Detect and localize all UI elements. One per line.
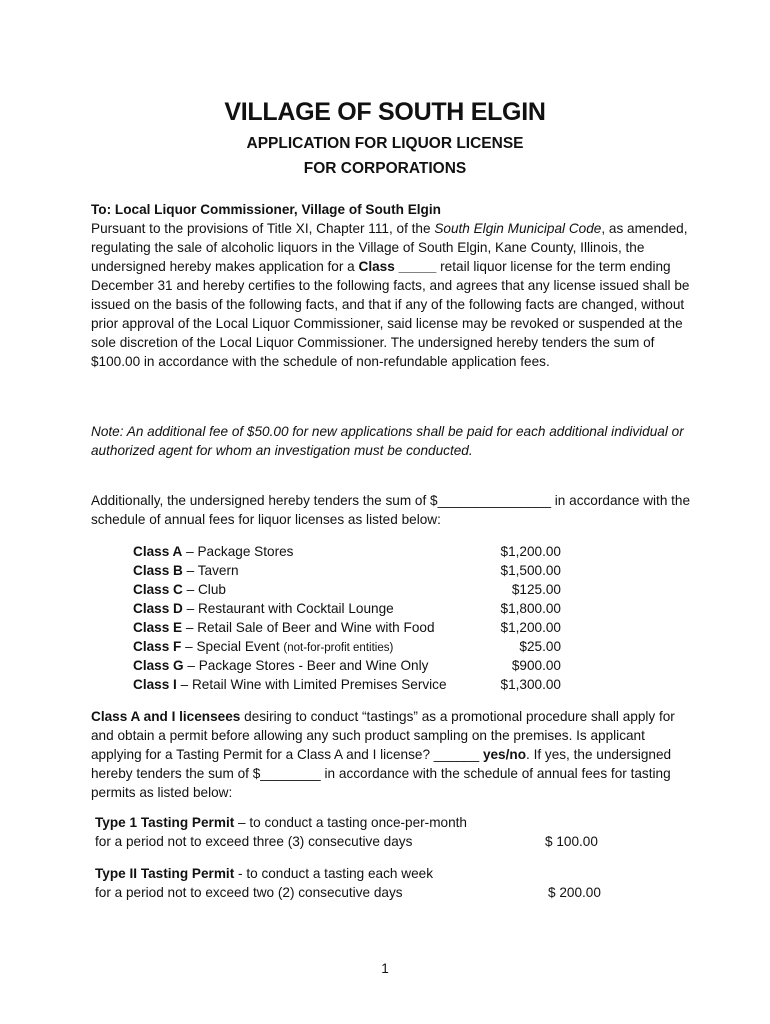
fee-amount: $1,200.00: [500, 620, 561, 635]
fee-class: Class F: [133, 639, 182, 654]
fee-amount: $25.00: [519, 639, 561, 654]
fee-description: – Package Stores: [182, 544, 294, 559]
fee-row: [133, 542, 573, 561]
fee-amount: $1,200.00: [500, 544, 561, 559]
document-subtitle: APPLICATION FOR LIQUOR LICENSE: [246, 135, 524, 152]
permit-line-2: for a period not to exceed two (2) consecutive days: [95, 885, 403, 900]
fee-amount: $1,300.00: [500, 677, 561, 692]
intro-text-1: Pursuant to the provisions of Title XI, Chapter 111, of the: [91, 221, 435, 236]
class-blank: Class _____: [358, 259, 437, 274]
permit-description: – to conduct a tasting once-per-month: [234, 815, 467, 830]
additional-fee-note: Note: An additional fee of $50.00 for new applications shall be paid for each additional individual or authorized agent for whom an investigation must be conducted.: [91, 424, 684, 458]
fee-row: [133, 599, 573, 618]
document-title: VILLAGE OF SOUTH ELGIN: [224, 98, 546, 126]
intro-text-2: , as amended, regulating the sale of alcoholic liquors in the Village of South Elgin, Kane County, Illinois, the undersigned hereby makes application for a: [91, 221, 688, 274]
fee-class: Class E: [133, 620, 183, 635]
fee-description: – Package Stores - Beer and Wine Only: [183, 658, 429, 673]
intro-paragraph: [91, 219, 691, 371]
permit-line-1: [95, 864, 615, 883]
fee-schedule: [133, 542, 573, 694]
document-subtitle-corporations: FOR CORPORATIONS: [303, 160, 467, 177]
fee-class: Class I: [133, 677, 177, 692]
municipal-code-name: South Elgin Municipal Code: [434, 221, 602, 236]
fee-class: Class A: [133, 544, 183, 559]
permit-amount: $ 200.00: [548, 885, 601, 900]
permit-description: - to conduct a tasting each week: [234, 866, 433, 881]
fee-note: (not-for-profit entities): [283, 642, 394, 654]
page-number: 1: [381, 961, 389, 976]
intro-text-3: retail liquor license for the term ending December 31 and hereby certifies to the following facts, and agrees that any license issued shall be issued on the basis of the following facts, and that if any of the following facts are changed, without prior approval of the Local Liquor Commissioner, said license may be revoked or suspended at the sole discretion of the Local Liquor Commissioner. The undersigned hereby tenders the sum of $100.00 in accordance with the schedule of non-refundable application fees.: [91, 259, 690, 369]
fee-description: – Retail Sale of Beer and Wine with Food: [182, 620, 435, 635]
fee-class: Class B: [133, 563, 183, 578]
fee-description: – Tavern: [182, 563, 239, 578]
permit-name: Type II Tasting Permit: [95, 866, 235, 881]
fee-description: – Restaurant with Cocktail Lounge: [182, 601, 394, 616]
fee-description: – Special Event: [181, 639, 284, 654]
permit-line-2: for a period not to exceed three (3) consecutive days: [95, 834, 413, 849]
fee-row: [133, 656, 573, 675]
tasting-permit-type-2: [95, 864, 615, 902]
fee-row: [133, 618, 573, 637]
permit-line-1: [95, 813, 615, 832]
permit-amount: $ 100.00: [545, 834, 598, 849]
yes-no-label: yes/no: [482, 747, 527, 762]
fee-amount: $1,800.00: [500, 601, 561, 616]
fee-row: [133, 561, 573, 580]
fee-row: [133, 580, 573, 599]
tasting-text-2: . If yes, the undersigned hereby tenders the sum of $________ in accordance with the schedule of annual fees for tasting permits as listed below:: [91, 747, 672, 800]
fee-description: – Retail Wine with Limited Premises Service: [176, 677, 447, 692]
fee-class: Class C: [133, 582, 183, 597]
tasting-paragraph: [91, 707, 691, 802]
fee-class: Class D: [133, 601, 183, 616]
fee-row: [133, 675, 573, 694]
permit-name: Type 1 Tasting Permit: [95, 815, 235, 830]
annual-fee-paragraph: Additionally, the undersigned hereby tenders the sum of $_______________ in accordance with the schedule of annual fees for liquor licenses as listed below:: [91, 493, 691, 527]
fee-amount: $900.00: [511, 658, 561, 673]
tasting-text-1: desiring to conduct “tastings” as a promotional procedure shall apply for and obtain a permit before allowing any such product sampling on the premises. Is applicant applying for a Tasting Permit for a Class A and I license? ______: [91, 709, 675, 762]
addressee-line: To: Local Liquor Commissioner, Village of South Elgin: [91, 202, 441, 217]
tasting-permit-type-1: [95, 813, 615, 851]
fee-amount: $125.00: [511, 582, 561, 597]
fee-amount: $1,500.00: [500, 563, 561, 578]
fee-class: Class G: [133, 658, 184, 673]
fee-row: [133, 637, 573, 656]
tasting-lead: Class A and I licensees: [91, 709, 241, 724]
fee-description: – Club: [182, 582, 226, 597]
